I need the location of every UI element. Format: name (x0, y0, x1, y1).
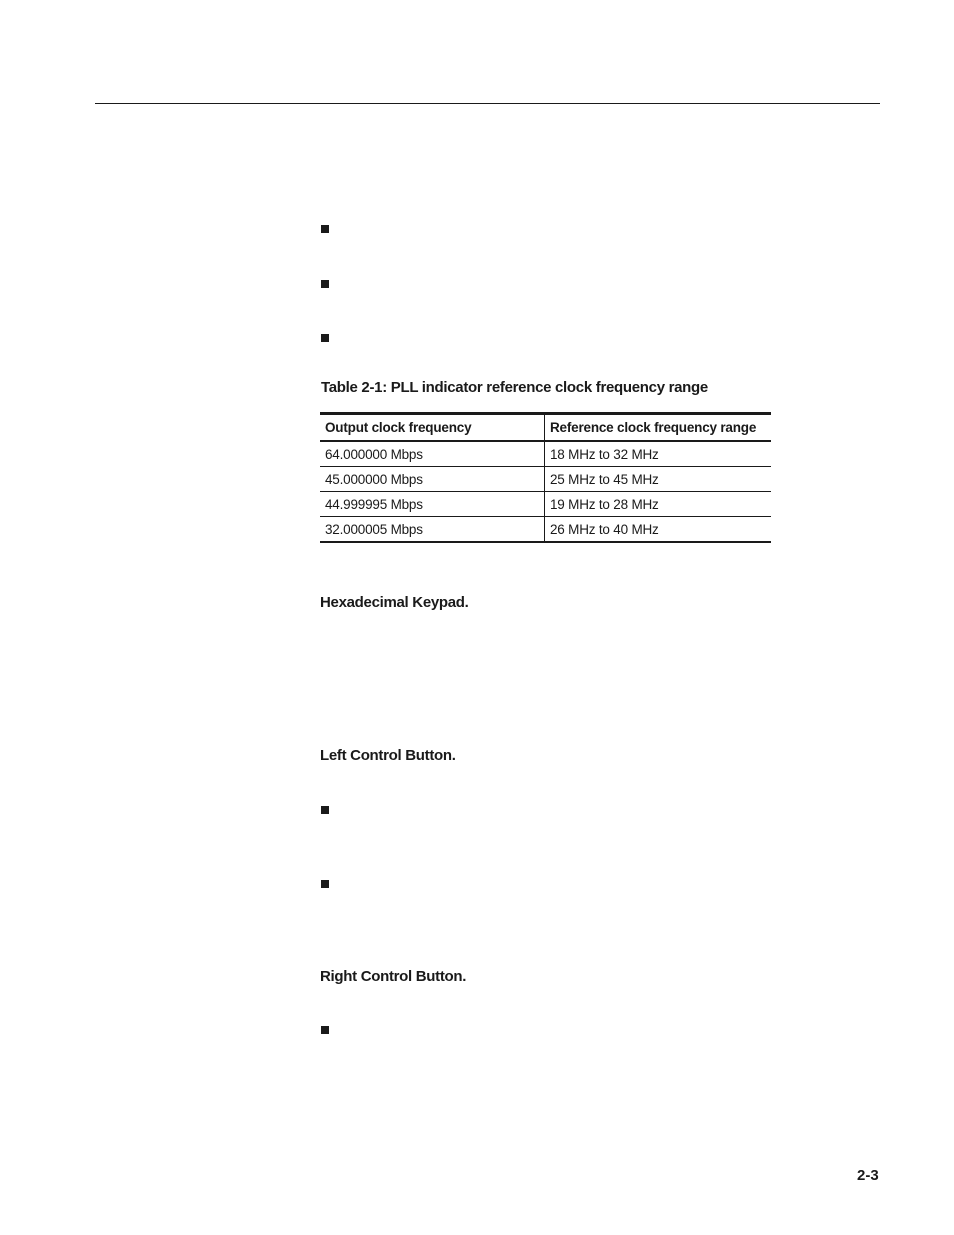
table-cell: 32.000005 Mbps (320, 517, 545, 543)
heading-left-control-button: Left Control Button. (320, 747, 456, 764)
table-cell: 64.000000 Mbps (320, 441, 545, 467)
heading-hexadecimal-keypad: Hexadecimal Keypad. (320, 594, 469, 611)
bullet-marker (321, 280, 329, 288)
table-cell: 18 MHz to 32 MHz (545, 441, 772, 467)
table-cell: 45.000000 Mbps (320, 467, 545, 492)
bullet-marker (321, 1026, 329, 1034)
bullet-marker (321, 806, 329, 814)
table-row (320, 467, 771, 492)
table-cell: 19 MHz to 28 MHz (545, 492, 772, 517)
bullet-marker (321, 334, 329, 342)
bullet-marker (321, 225, 329, 233)
header-rule (95, 103, 880, 104)
table-cell: 44.999995 Mbps (320, 492, 545, 517)
table-row (320, 441, 771, 467)
table-cell: 26 MHz to 40 MHz (545, 517, 772, 543)
table-caption: Table 2-1: PLL indicator reference clock frequency range (321, 379, 708, 396)
table-row (320, 517, 771, 543)
frequency-table (320, 412, 771, 543)
table-row (320, 492, 771, 517)
heading-right-control-button: Right Control Button. (320, 968, 467, 985)
column-header-output-clock: Output clock frequency (320, 414, 545, 442)
table-cell: 25 MHz to 45 MHz (545, 467, 772, 492)
page-number: 2-3 (857, 1167, 879, 1184)
bullet-marker (321, 880, 329, 888)
column-header-reference-clock: Reference clock frequency range (550, 420, 757, 435)
table-header-row (320, 414, 771, 442)
